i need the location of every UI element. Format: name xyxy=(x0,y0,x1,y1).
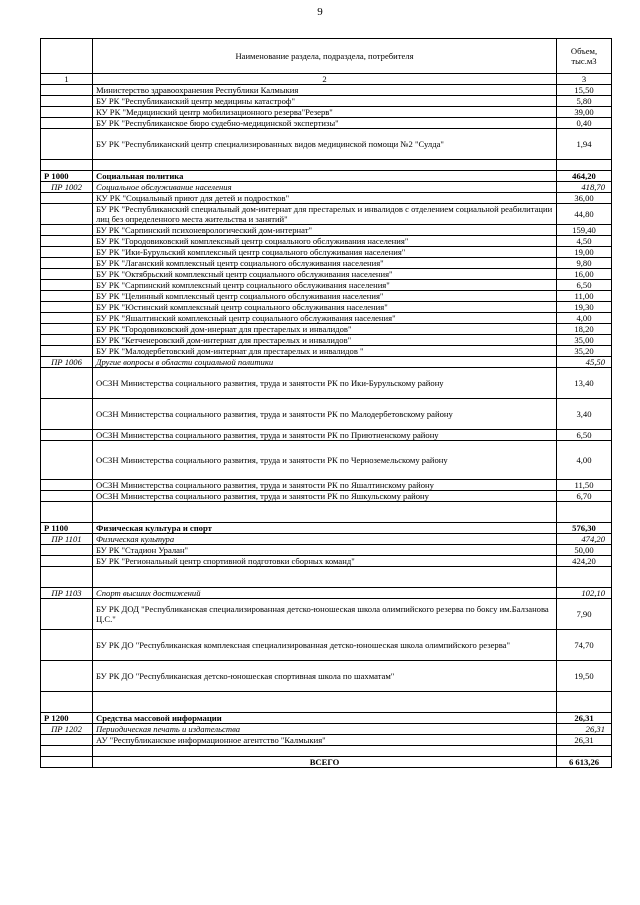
row-code-cell xyxy=(41,735,93,746)
row-value-cell: 6,70 xyxy=(557,491,612,502)
table-row xyxy=(41,236,612,247)
row-code-cell xyxy=(41,491,93,502)
row-name-cell: БУ РК "Кетченеровский дом-интернат для престарелых и инвалидов" xyxy=(93,335,557,346)
row-code-cell xyxy=(41,107,93,118)
section-row xyxy=(41,171,612,182)
row-value-cell: 15,50 xyxy=(557,85,612,96)
row-code-cell xyxy=(41,368,93,399)
row-value-cell xyxy=(557,160,612,171)
column-number-row xyxy=(41,74,612,85)
table-row xyxy=(41,225,612,236)
row-name-cell: КУ РК "Социальный приют для детей и подростков" xyxy=(93,193,557,204)
row-code-cell xyxy=(41,313,93,324)
blank-row xyxy=(41,692,612,713)
table-row xyxy=(41,630,612,661)
row-name-cell: Министерство здравоохранения Республики Калмыкия xyxy=(93,85,557,96)
row-value-cell: 39,00 xyxy=(557,107,612,118)
row-name-cell: БУ РК "Сарпинский комплексный центр социального обслуживания населения" xyxy=(93,280,557,291)
row-name-cell xyxy=(93,746,557,757)
table-row xyxy=(41,193,612,204)
row-value-cell: 16,00 xyxy=(557,269,612,280)
header-code-cell xyxy=(41,39,93,74)
blank-row xyxy=(41,160,612,171)
row-name-cell: Периодическая печать и издательства xyxy=(93,724,557,735)
row-value-cell: 464,20 xyxy=(557,171,612,182)
row-name-cell: ОСЗН Министерства социального развития, труда и занятости РК по Яшкульскому району xyxy=(93,491,557,502)
row-code-cell xyxy=(41,441,93,480)
row-code-cell xyxy=(41,430,93,441)
row-code-cell xyxy=(41,399,93,430)
row-name-cell: БУ РК "Республиканский специальный дом-интернат для престарелых и инвалидов с отделением социальной реабилитации лиц без определенного места жительства и занятий" xyxy=(93,204,557,225)
row-value-cell: 26,31 xyxy=(557,713,612,724)
table-row xyxy=(41,399,612,430)
row-value-cell: 6,50 xyxy=(557,430,612,441)
row-value-cell: 44,80 xyxy=(557,204,612,225)
row-value-cell: 4,00 xyxy=(557,441,612,480)
table-row xyxy=(41,204,612,225)
row-value-cell: 26,31 xyxy=(557,735,612,746)
subsection-row xyxy=(41,357,612,368)
row-code-cell: Р 1100 xyxy=(41,523,93,534)
row-value-cell: 102,10 xyxy=(557,588,612,599)
row-name-cell: ОСЗН Министерства социального развития, труда и занятости РК по Ики-Бурульскому району xyxy=(93,368,557,399)
row-value-cell: 18,20 xyxy=(557,324,612,335)
row-name-cell: БУ РК ДОД "Республиканская специализированная детско-юношеская школа олимпийского резерва по боксу им.Балзанова Ц.С." xyxy=(93,599,557,630)
row-code-cell: ПР 1202 xyxy=(41,724,93,735)
row-code-cell xyxy=(41,247,93,258)
row-name-cell: БУ РК "Сарпинский психоневрологический дом-интернат" xyxy=(93,225,557,236)
subsection-row xyxy=(41,182,612,193)
table-row xyxy=(41,545,612,556)
row-value-cell: 6 613,26 xyxy=(557,757,612,768)
subsection-row xyxy=(41,724,612,735)
row-value-cell xyxy=(557,746,612,757)
row-code-cell xyxy=(41,118,93,129)
subsection-row xyxy=(41,534,612,545)
row-code-cell: ПР 1103 xyxy=(41,588,93,599)
blank-row xyxy=(41,567,612,588)
row-code-cell xyxy=(41,324,93,335)
row-value-cell: 19,00 xyxy=(557,247,612,258)
row-value-cell: 424,20 xyxy=(557,556,612,567)
row-name-cell: Физическая культура и спорт xyxy=(93,523,557,534)
table-row xyxy=(41,85,612,96)
row-value-cell: 9,80 xyxy=(557,258,612,269)
row-value-cell: 7,90 xyxy=(557,599,612,630)
column-number-2: 2 xyxy=(93,74,557,85)
row-code-cell: Р 1200 xyxy=(41,713,93,724)
row-code-cell xyxy=(41,567,93,588)
row-code-cell xyxy=(41,160,93,171)
row-code-cell xyxy=(41,630,93,661)
row-name-cell: КУ РК "Медицинский центр мобилизационного резерва"Резерв" xyxy=(93,107,557,118)
table-row xyxy=(41,491,612,502)
row-name-cell: ОСЗН Министерства социального развития, труда и занятости РК по Приютненскому району xyxy=(93,430,557,441)
row-name-cell: АУ "Республиканское информационное агентство "Калмыкия" xyxy=(93,735,557,746)
row-name-cell: Другие вопросы в области социальной политики xyxy=(93,357,557,368)
row-code-cell xyxy=(41,204,93,225)
row-code-cell xyxy=(41,480,93,491)
row-name-cell: БУ РК "Республиканский центр медицины катастроф" xyxy=(93,96,557,107)
row-name-cell: БУ РК "Октябрьский комплексный центр социального обслуживания населения" xyxy=(93,269,557,280)
row-code-cell: ПР 1101 xyxy=(41,534,93,545)
row-code-cell xyxy=(41,129,93,160)
row-code-cell xyxy=(41,258,93,269)
row-name-cell: БУ РК "Целинный комплексный центр социального обслуживания населения" xyxy=(93,291,557,302)
row-name-cell: БУ РК "Региональный центр спортивной подготовки сборных команд" xyxy=(93,556,557,567)
table-row xyxy=(41,441,612,480)
table-body xyxy=(41,39,612,768)
row-code-cell: Р 1000 xyxy=(41,171,93,182)
header-row xyxy=(41,39,612,74)
row-value-cell: 26,31 xyxy=(557,724,612,735)
row-value-cell: 11,50 xyxy=(557,480,612,491)
row-name-cell: БУ РК "Малодербетовский дом-интернат для престарелых и инвалидов " xyxy=(93,346,557,357)
table-row xyxy=(41,735,612,746)
row-code-cell xyxy=(41,545,93,556)
row-code-cell xyxy=(41,692,93,713)
row-name-cell xyxy=(93,160,557,171)
row-name-cell: Спорт высших достижений xyxy=(93,588,557,599)
row-name-cell: Средства массовой информации xyxy=(93,713,557,724)
page-number: 9 xyxy=(317,6,323,18)
row-name-cell: БУ РК ДО "Республиканская детско-юношеская спортивная школа по шахматам" xyxy=(93,661,557,692)
row-value-cell: 5,80 xyxy=(557,96,612,107)
row-name-cell: БУ РК "Городовиковский дом-инернат для престарелых и инвалидов" xyxy=(93,324,557,335)
row-code-cell: ПР 1006 xyxy=(41,357,93,368)
row-name-cell: БУ РК "Городовиковский комплексный центр социального обслуживания населения" xyxy=(93,236,557,247)
row-value-cell: 35,00 xyxy=(557,335,612,346)
table-row xyxy=(41,129,612,160)
row-value-cell: 3,40 xyxy=(557,399,612,430)
row-value-cell: 159,40 xyxy=(557,225,612,236)
table-row xyxy=(41,269,612,280)
row-value-cell: 474,20 xyxy=(557,534,612,545)
row-name-cell: БУ РК "Республиканский центр специализированных видов медицинской помощи №2 "Сулда" xyxy=(93,129,557,160)
row-name-cell: ОСЗН Министерства социального развития, труда и занятости РК по Яшалтинскому району xyxy=(93,480,557,491)
header-volume-cell: Объем, тыс.м3 xyxy=(557,39,612,74)
table-row xyxy=(41,324,612,335)
table-row xyxy=(41,291,612,302)
row-value-cell xyxy=(557,692,612,713)
row-value-cell xyxy=(557,502,612,523)
row-code-cell xyxy=(41,291,93,302)
table-row xyxy=(41,247,612,258)
row-value-cell: 418,70 xyxy=(557,182,612,193)
row-value-cell: 0,40 xyxy=(557,118,612,129)
table-row xyxy=(41,313,612,324)
row-value-cell: 36,00 xyxy=(557,193,612,204)
row-name-cell: Физическая культура xyxy=(93,534,557,545)
row-code-cell xyxy=(41,225,93,236)
row-name-cell: БУ РК ДО "Республиканская комплексная специализированная детско-юношеская школа олимпийского резерва" xyxy=(93,630,557,661)
row-value-cell: 19,50 xyxy=(557,661,612,692)
row-value-cell: 11,00 xyxy=(557,291,612,302)
section-row xyxy=(41,523,612,534)
table-row xyxy=(41,430,612,441)
row-code-cell xyxy=(41,757,93,768)
column-number-1: 1 xyxy=(41,74,93,85)
row-name-cell: ВСЕГО xyxy=(93,757,557,768)
subsection-row xyxy=(41,588,612,599)
row-name-cell xyxy=(93,692,557,713)
row-value-cell: 4,00 xyxy=(557,313,612,324)
table-row xyxy=(41,346,612,357)
row-code-cell xyxy=(41,556,93,567)
table-row xyxy=(41,599,612,630)
table-row xyxy=(41,280,612,291)
row-code-cell xyxy=(41,335,93,346)
table-row xyxy=(41,556,612,567)
row-code-cell xyxy=(41,96,93,107)
table-row xyxy=(41,118,612,129)
table-row xyxy=(41,96,612,107)
row-value-cell xyxy=(557,567,612,588)
blank-row xyxy=(41,746,612,757)
row-name-cell: Социальная политика xyxy=(93,171,557,182)
section-row xyxy=(41,713,612,724)
row-name-cell: БУ РК "Республиканское бюро судебно-медицинской экспертизы" xyxy=(93,118,557,129)
volume-table xyxy=(40,38,612,768)
header-name-cell: Наименование раздела, подраздела, потребителя xyxy=(93,39,557,74)
row-value-cell: 19,30 xyxy=(557,302,612,313)
row-code-cell xyxy=(41,746,93,757)
row-name-cell xyxy=(93,567,557,588)
table-row xyxy=(41,302,612,313)
row-value-cell: 74,70 xyxy=(557,630,612,661)
row-value-cell: 35,20 xyxy=(557,346,612,357)
row-value-cell: 50,00 xyxy=(557,545,612,556)
blank-row xyxy=(41,502,612,523)
row-value-cell: 45,50 xyxy=(557,357,612,368)
table-row xyxy=(41,368,612,399)
table-row xyxy=(41,107,612,118)
row-code-cell xyxy=(41,599,93,630)
row-code-cell xyxy=(41,236,93,247)
row-code-cell xyxy=(41,502,93,523)
table-row xyxy=(41,480,612,491)
total-row xyxy=(41,757,612,768)
row-name-cell: БУ РК "Яшалтинский комплексный центр социального обслуживания населения" xyxy=(93,313,557,324)
row-name-cell: БУ РК "Ики-Бурульский комплексный центр социального обслуживания населения" xyxy=(93,247,557,258)
row-code-cell xyxy=(41,269,93,280)
row-value-cell: 6,50 xyxy=(557,280,612,291)
row-code-cell xyxy=(41,193,93,204)
row-code-cell xyxy=(41,85,93,96)
row-name-cell: Социальное обслуживание населения xyxy=(93,182,557,193)
row-name-cell xyxy=(93,502,557,523)
table-row xyxy=(41,335,612,346)
row-code-cell xyxy=(41,661,93,692)
row-code-cell xyxy=(41,302,93,313)
row-value-cell: 1,94 xyxy=(557,129,612,160)
row-name-cell: БУ РК "Юстинский комплексный центр социального обслуживания населения" xyxy=(93,302,557,313)
row-code-cell xyxy=(41,280,93,291)
row-code-cell: ПР 1002 xyxy=(41,182,93,193)
table-row xyxy=(41,258,612,269)
row-code-cell xyxy=(41,346,93,357)
row-name-cell: БУ РК "Стадион Уралан" xyxy=(93,545,557,556)
row-value-cell: 13,40 xyxy=(557,368,612,399)
column-number-3: 3 xyxy=(557,74,612,85)
row-name-cell: ОСЗН Министерства социального развития, труда и занятости РК по Черноземельскому району xyxy=(93,441,557,480)
row-name-cell: БУ РК "Лаганский комплексный центр социального обслуживания населения" xyxy=(93,258,557,269)
row-value-cell: 4,50 xyxy=(557,236,612,247)
table-row xyxy=(41,661,612,692)
row-value-cell: 576,30 xyxy=(557,523,612,534)
row-name-cell: ОСЗН Министерства социального развития, труда и занятости РК по Малодербетовскому району xyxy=(93,399,557,430)
